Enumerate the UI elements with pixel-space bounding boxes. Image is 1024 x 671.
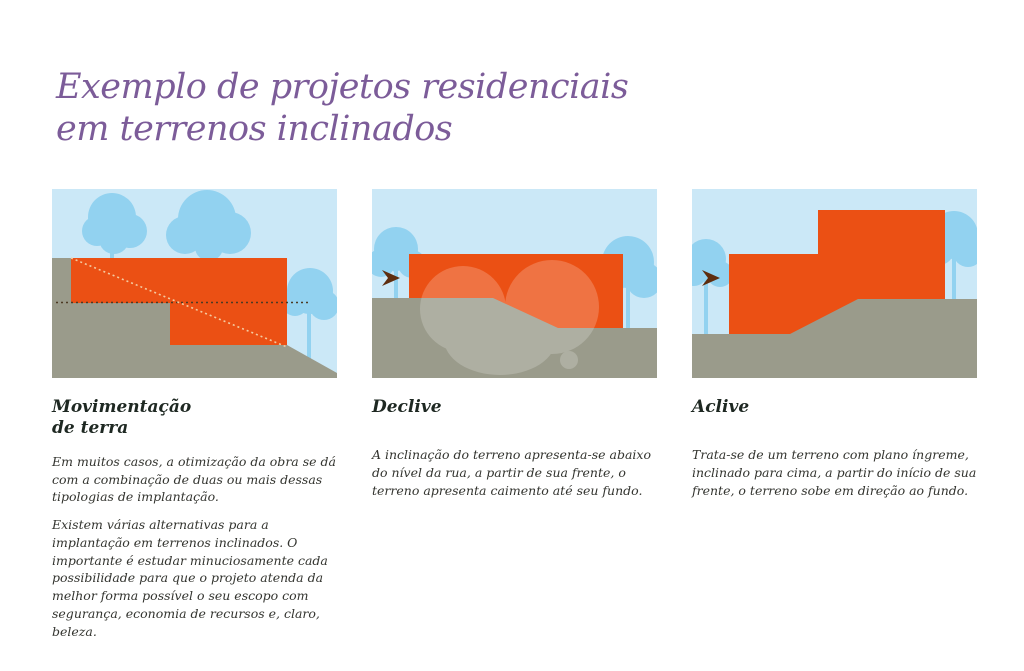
- page-title: [56, 66, 628, 150]
- section-heading: [52, 397, 337, 440]
- building-lower-block: [170, 303, 287, 345]
- body-paragraph: Existem várias alternativas para a implantação em terrenos inclinados. O importante é estudar minuciosamente cada possibilidade para que o projeto atenda da melhor forma possível o seu escopo com segurança, economia de recursos e, claro, beleza.: [52, 517, 328, 639]
- body-paragraph: Trata-se de um terreno com plano íngreme, inclinado para cima, a partir do início de sua frente, o terreno sobe em direção ao fundo.: [692, 447, 977, 498]
- heading-line: de terra: [52, 418, 129, 439]
- section-declive: [372, 189, 657, 500]
- heading-line: Aclive: [692, 397, 750, 417]
- heading-line: Movimentação: [52, 397, 192, 417]
- page-title-line-2: em terrenos inclinados: [56, 109, 453, 149]
- section-aclive: [692, 189, 977, 500]
- heading-line: Declive: [372, 397, 442, 417]
- page-title-line-1: Exemplo de projetos residenciais: [56, 67, 629, 107]
- body-paragraph: A inclinação do terreno apresenta-se abaixo do nível da rua, a partir de sua frente, o terreno apresenta caimento até seu fundo.: [372, 447, 651, 498]
- diagram-movimentacao-de-terra: [52, 189, 337, 378]
- section-heading: [692, 397, 977, 418]
- section-movimentacao-de-terra: [52, 189, 337, 640]
- body-paragraph: Em muitos casos, a otimização da obra se dá com a combinação de duas ou mais dessas tipologias de implantação.: [52, 453, 336, 505]
- building-upper-block: [71, 258, 287, 303]
- diagram-aclive: [692, 189, 977, 378]
- section-heading: [372, 397, 657, 418]
- diagram-declive: [372, 189, 657, 378]
